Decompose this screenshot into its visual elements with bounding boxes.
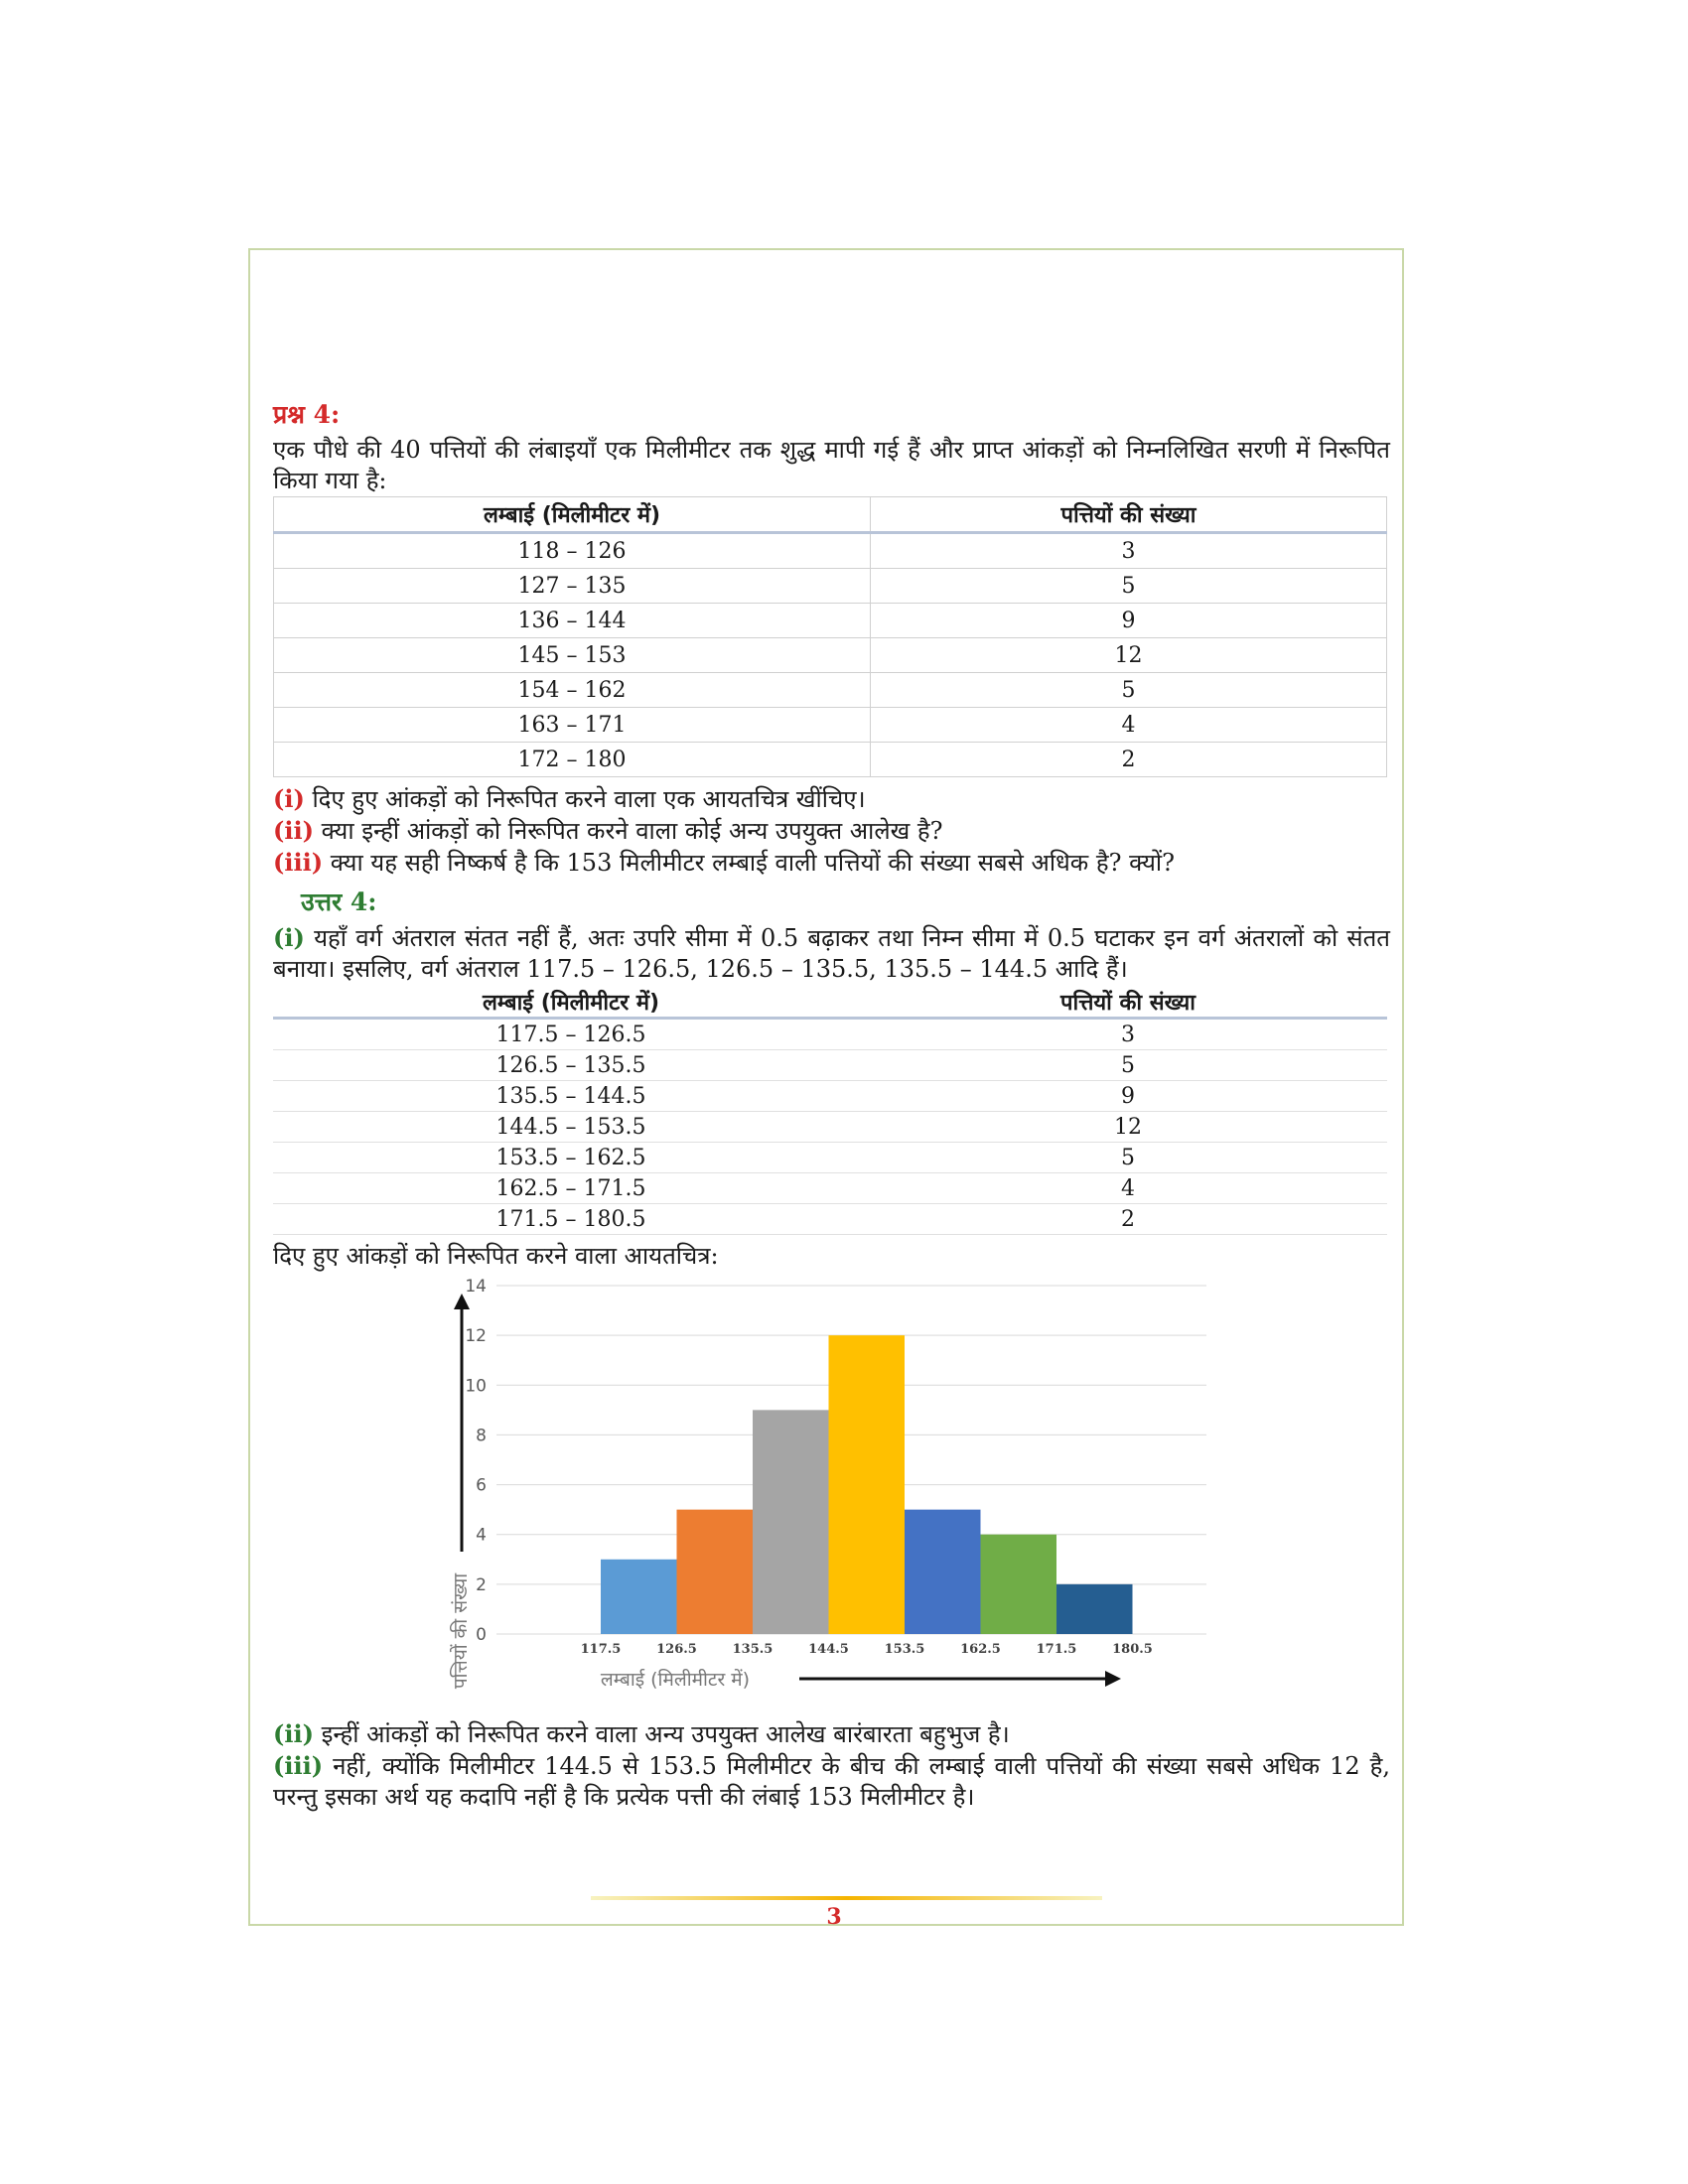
table-cell: 9	[869, 1081, 1387, 1112]
part-tag: (i)	[273, 784, 305, 813]
table-cell: 117.5 – 126.5	[273, 1019, 869, 1050]
table-cell: 5	[869, 1050, 1387, 1081]
histogram-bar	[753, 1410, 829, 1634]
table-cell: 154 – 162	[274, 673, 871, 708]
x-axis-label: लम्बाई (मिलीमीटर में)	[600, 1669, 751, 1691]
table-row	[274, 638, 1387, 673]
y-tick-label: 2	[476, 1574, 487, 1595]
histogram-bar	[905, 1510, 981, 1634]
table-row	[273, 1081, 1387, 1112]
table-row	[273, 1112, 1387, 1143]
histogram-svg	[273, 1274, 1390, 1710]
part-text: क्या यह सही निष्कर्ष है कि 153 मिलीमीटर लम्बाई वाली पत्तियों की संख्या सबसे अधिक है? क्यों?	[330, 849, 1175, 877]
table-header-row	[274, 497, 1387, 533]
part-text: नहीं, क्योंकि मिलीमीटर 144.5 से 153.5 मिलीमीटर के बीच की लम्बाई वाली पत्तियों की संख्या सबसे अधिक 12 है, परन्तु इसका अर्थ यह कदापि नहीं है कि प्रत्येक पत्ती की लंबाई 153 मिलीमीटर है।	[273, 1752, 1390, 1811]
table-cell: 12	[869, 1112, 1387, 1143]
table-cell: 4	[871, 708, 1387, 743]
table-row	[274, 743, 1387, 777]
y-axis-label: पत्तियों की संख्या	[450, 1572, 472, 1690]
x-tick-label: 117.5	[580, 1642, 622, 1657]
table-cell: 12	[871, 638, 1387, 673]
table-cell: 127 – 135	[274, 569, 871, 604]
column-header: लम्बाई (मिलीमीटर में)	[274, 497, 871, 533]
answer-heading: उत्तर 4:	[301, 887, 377, 916]
x-tick-label: 135.5	[732, 1642, 774, 1657]
table-cell: 5	[869, 1143, 1387, 1173]
table-cell: 135.5 – 144.5	[273, 1081, 869, 1112]
x-tick-label: 180.5	[1112, 1642, 1153, 1657]
question-part	[273, 815, 1390, 847]
table-cell: 3	[869, 1019, 1387, 1050]
part-tag: (i)	[273, 923, 305, 952]
x-arrowhead-icon	[1105, 1671, 1121, 1687]
table-row	[273, 1173, 1387, 1204]
table-cell: 136 – 144	[274, 604, 871, 638]
question-part	[273, 783, 1390, 815]
question-heading: प्रश्न 4:	[273, 400, 341, 429]
table-header-row	[273, 987, 1387, 1019]
table-cell: 144.5 – 153.5	[273, 1112, 869, 1143]
x-tick-label: 162.5	[960, 1642, 1001, 1657]
histogram-bar	[981, 1535, 1057, 1634]
table-cell: 2	[871, 743, 1387, 777]
y-tick-label: 12	[465, 1326, 487, 1347]
table-cell: 5	[871, 673, 1387, 708]
footer-divider	[591, 1896, 1102, 1900]
table-cell: 4	[869, 1173, 1387, 1204]
histogram-bar	[601, 1560, 677, 1634]
y-tick-label: 4	[476, 1525, 487, 1546]
table-row	[273, 1019, 1387, 1050]
x-tick-label: 144.5	[808, 1642, 849, 1657]
table-cell: 118 – 126	[274, 533, 871, 569]
x-tick-label: 126.5	[656, 1642, 697, 1657]
x-tick-label: 153.5	[884, 1642, 925, 1657]
page-number: 3	[826, 1904, 842, 1930]
table-row	[274, 533, 1387, 569]
table-row	[274, 673, 1387, 708]
part-text: क्या इन्हीं आंकड़ों को निरूपित करने वाला कोई अन्य उपयुक्त आलेख है?	[321, 817, 943, 845]
part-text: दिए हुए आंकड़ों को निरूपित करने वाला एक आयतचित्र खींचिए।	[312, 785, 866, 813]
table-row	[273, 1204, 1387, 1235]
part-tag: (ii)	[273, 816, 314, 845]
x-tick-label: 171.5	[1036, 1642, 1077, 1657]
column-header: पत्तियों की संख्या	[869, 987, 1387, 1019]
histogram-bar	[677, 1510, 754, 1634]
part-tag: (ii)	[273, 1719, 314, 1748]
table-cell: 2	[869, 1204, 1387, 1235]
table-cell: 171.5 – 180.5	[273, 1204, 869, 1235]
histogram-bar	[829, 1335, 906, 1634]
part-text: इन्हीं आंकड़ों को निरूपित करने वाला अन्य उपयुक्त आलेख बारंबारता बहुभुज है।	[321, 1720, 1010, 1748]
answer-part-1	[273, 922, 1390, 985]
y-tick-label: 0	[476, 1625, 487, 1645]
answer-part-2	[273, 1718, 1390, 1750]
table-row	[274, 604, 1387, 638]
table-cell: 3	[871, 533, 1387, 569]
y-tick-label: 6	[476, 1475, 487, 1496]
y-tick-label: 14	[465, 1277, 487, 1297]
question-part	[273, 847, 1390, 879]
page-content	[273, 397, 1390, 1813]
y-tick-label: 10	[465, 1376, 487, 1397]
answer-part-3	[273, 1750, 1390, 1813]
column-header: पत्तियों की संख्या	[871, 497, 1387, 533]
table-cell: 172 – 180	[274, 743, 871, 777]
table-row	[273, 1050, 1387, 1081]
table-cell: 145 – 153	[274, 638, 871, 673]
answer-table	[273, 987, 1387, 1235]
table-row	[273, 1143, 1387, 1173]
question-text: एक पौधे की 40 पत्तियों की लंबाइयाँ एक मिलीमीटर तक शुद्ध मापी गई हैं और प्राप्त आंकड़ों को निम्नलिखित सरणी में निरूपित किया गया है:	[273, 436, 1390, 494]
part-tag: (iii)	[273, 1751, 324, 1780]
table-cell: 9	[871, 604, 1387, 638]
table-row	[274, 569, 1387, 604]
table-row	[274, 708, 1387, 743]
part-tag: (iii)	[273, 848, 324, 877]
table-cell: 162.5 – 171.5	[273, 1173, 869, 1204]
part-text: यहाँ वर्ग अंतराल संतत नहीं हैं, अतः उपरि सीमा में 0.5 बढ़ाकर तथा निम्न सीमा में 0.5 घटाकर इन वर्ग अंतरालों को संतत बनाया। इसलिए, वर्ग अंतराल 117.5 – 126.5, 126.5 – 135.5, 135.5 – 144.5 आदि हैं।	[273, 924, 1390, 983]
chart-caption: दिए हुए आंकड़ों को निरूपित करने वाला आयतचित्र:	[273, 1242, 719, 1270]
table-cell: 126.5 – 135.5	[273, 1050, 869, 1081]
table-cell: 5	[871, 569, 1387, 604]
y-tick-label: 8	[476, 1426, 487, 1446]
table-cell: 153.5 – 162.5	[273, 1143, 869, 1173]
column-header: लम्बाई (मिलीमीटर में)	[273, 987, 869, 1019]
histogram-bar	[1056, 1584, 1133, 1634]
histogram-chart	[273, 1274, 1390, 1710]
question-table	[273, 496, 1387, 777]
table-cell: 163 – 171	[274, 708, 871, 743]
